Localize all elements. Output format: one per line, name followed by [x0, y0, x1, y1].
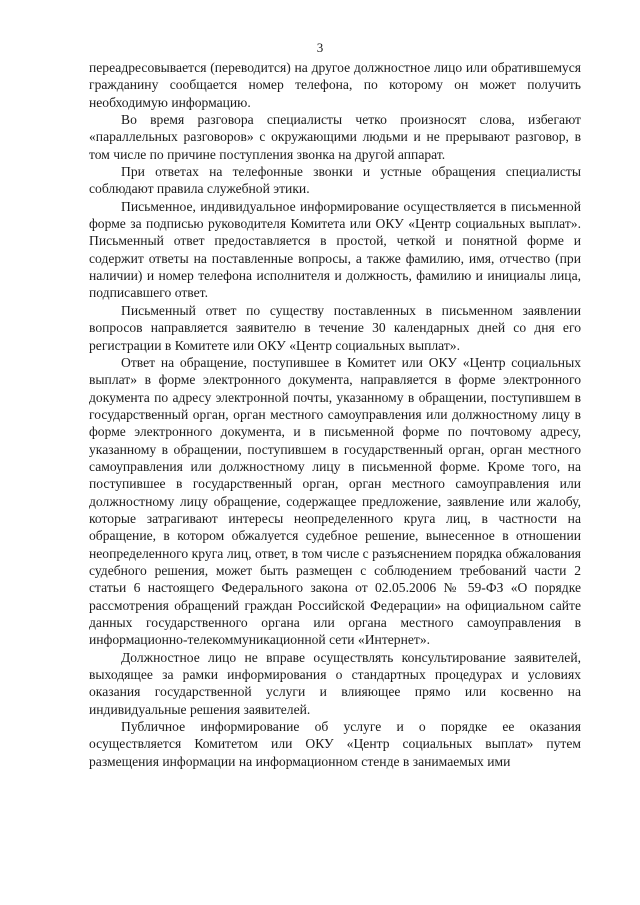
document-body [89, 59, 581, 770]
paragraph-written-informing: Письменное, индивидуальное информирование осуществляется в письменной форме за подписью руководителя Комитета или ОКУ «Центр социальных выплат». Письменный ответ предоставляется в простой, четкой и понятной форме и содержит ответы на поставленные вопросы, а также фамилию, имя, отчество (при наличии) и номер телефона исполнителя и должность, фамилию и инициалы лица, подписавшего ответ. [89, 198, 581, 301]
paragraph-electronic-reply: Ответ на обращение, поступившее в Комитет или ОКУ «Центр социальных выплат» в форме электронного документа, направляется в форме электронного документа по адресу электронной почты, указанному в обращении, поступившем в государственный орган, орган местного самоуправления или должностному лицу в форме электронного документа, и в письменной форме по почтовому адресу, указанному в обращении, поступившем в государственный орган, орган местного самоуправления или должностному лицу в письменной форме. Кроме того, на поступившее в государственный орган, орган местного самоуправления или должностному лицу обращение, содержащее предложение, заявление или жалобу, которые затрагивают интересы неопределенного круга лиц, в частности на обращение, в котором обжалуется судебное решение, вынесенное в отношении неопределенного круга лиц, ответ, в том числе с разъяснением порядка обжалования судебного решения, может быть размещен с соблюдением требований части 2 статьи 6 настоящего Федерального закона от 02.05.2006 № 59-ФЗ «О порядке рассмотрения обращений граждан Российской Федерации» на официальном сайте данных государственного органа или органа местного самоуправления в информационно-телекоммуникационной сети «Интернет». [89, 354, 581, 648]
paragraph-public-informing: Публичное информирование об услуге и о порядке ее оказания осуществляется Комитетом или ОКУ «Центр социальных выплат» путем размещения информации на информационном стенде в занимаемых ими [89, 719, 581, 769]
page-number: 3 [316, 40, 324, 55]
paragraph-conversation-rules: Во время разговора специалисты четко произносят слова, избегают «параллельных разговоров» с окружающими людьми и не прерывают разговор, в том числе по причине поступления звонка на другой аппарат. [89, 112, 581, 162]
paragraph-consulting-restriction: Должностное лицо не вправе осуществлять консультирование заявителей, выходящее за рамки информирования о стандартных процедурах и условиях оказания государственной услуги и влияющее прямо или косвенно на индивидуальные решения заявителей. [89, 649, 581, 717]
paragraph-service-ethics: При ответах на телефонные звонки и устные обращения специалисты соблюдают правила служебной этики. [89, 164, 581, 197]
paragraph-written-reply-deadline: Письменный ответ по существу поставленных в письменном заявлении вопросов направляется заявителю в течение 30 календарных дней со дня его регистрации в Комитете или ОКУ «Центр социальных выплат». [89, 302, 581, 353]
paragraph-call-redirect: переадресовывается (переводится) на другое должностное лицо или обратившемуся гражданину сообщается номер телефона, по которому он может получить необходимую информацию. [89, 60, 581, 110]
